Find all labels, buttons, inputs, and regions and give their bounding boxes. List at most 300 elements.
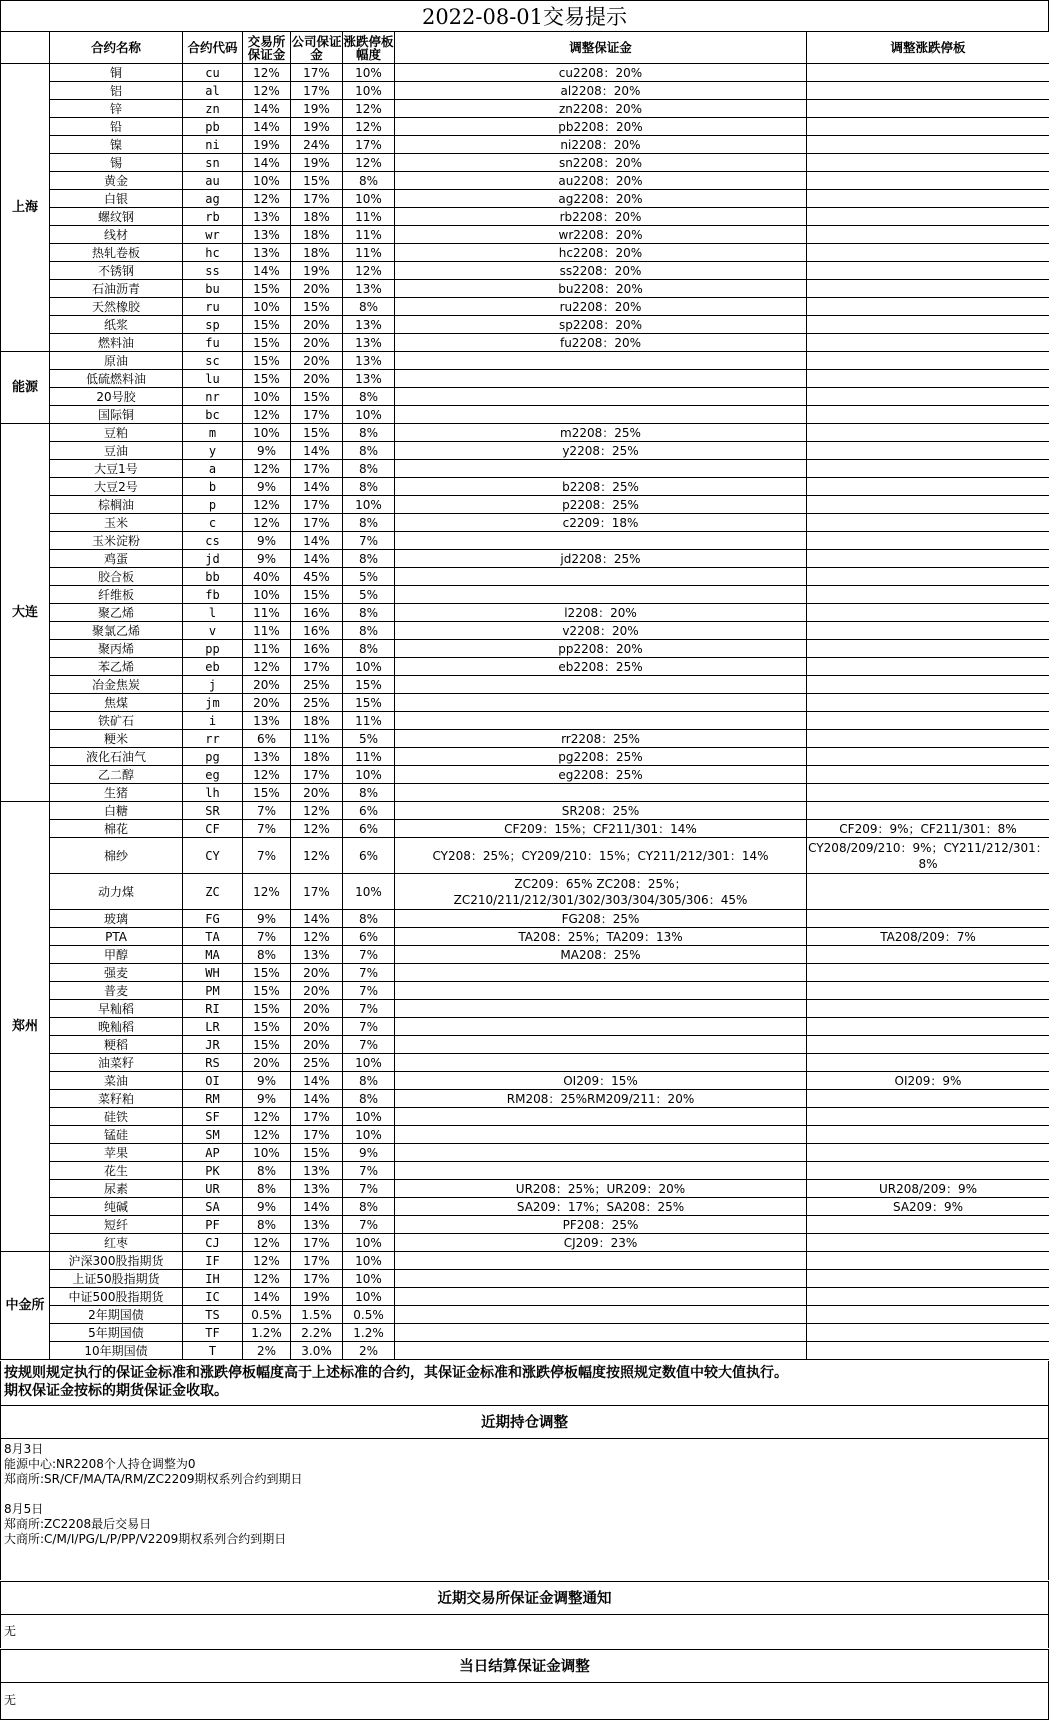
adjusted-limit-cell (807, 118, 1049, 136)
table-row (1, 352, 1049, 370)
adjusted-limit-cell (807, 100, 1049, 118)
exchange-margin-cell: 8% (243, 946, 291, 964)
contract-name-cell: 纤维板 (50, 586, 183, 604)
exchange-margin-cell: 12% (243, 1126, 291, 1144)
contract-name-cell: 白银 (50, 190, 183, 208)
adjusted-margin-cell: c2209：18% (395, 514, 807, 532)
contract-code-cell: bb (183, 568, 243, 586)
position-line: 能源中心:NR2208个人持仓调整为0 (4, 1457, 196, 1471)
adjusted-margin-cell (395, 1252, 807, 1270)
adjusted-limit-cell (807, 910, 1049, 928)
limit-cell: 10% (343, 766, 395, 784)
contract-name-cell: 豆粕 (50, 424, 183, 442)
exchange-margin-cell: 12% (243, 64, 291, 82)
adjusted-margin-cell (395, 676, 807, 694)
exchange-margin-cell: 7% (243, 802, 291, 820)
limit-cell: 7% (343, 1162, 395, 1180)
adjusted-limit-cell (807, 334, 1049, 352)
position-heading: 近期持仓调整 (1, 1405, 1048, 1439)
contract-name-cell: 天然橡胶 (50, 298, 183, 316)
contract-name-cell: 螺纹钢 (50, 208, 183, 226)
company-margin-cell: 14% (291, 550, 343, 568)
contract-code-cell: a (183, 460, 243, 478)
adjusted-limit-cell (807, 208, 1049, 226)
contract-code-cell: hc (183, 244, 243, 262)
company-margin-cell: 17% (291, 1270, 343, 1288)
contract-code-cell: FG (183, 910, 243, 928)
adjusted-limit-cell (807, 1000, 1049, 1018)
adjusted-limit-cell (807, 1018, 1049, 1036)
contract-name-cell: 苯乙烯 (50, 658, 183, 676)
adjusted-margin-cell: rr2208：25% (395, 730, 807, 748)
adjusted-limit-cell (807, 406, 1049, 424)
exchange-margin-cell: 20% (243, 694, 291, 712)
contract-name-cell: 焦煤 (50, 694, 183, 712)
adjusted-margin-cell (395, 694, 807, 712)
exchange-margin-cell: 10% (243, 298, 291, 316)
exchange-margin-cell: 10% (243, 1144, 291, 1162)
exchange-margin-cell: 15% (243, 784, 291, 802)
table-row (1, 676, 1049, 694)
company-margin-cell: 3.0% (291, 1342, 343, 1360)
contract-name-cell: 豆油 (50, 442, 183, 460)
contract-name-cell: 鸡蛋 (50, 550, 183, 568)
table-row (1, 478, 1049, 496)
settle-section (0, 1649, 1049, 1720)
contract-code-cell: WH (183, 964, 243, 982)
exchange-margin-cell: 13% (243, 712, 291, 730)
contract-name-cell: 锰硅 (50, 1126, 183, 1144)
company-margin-cell: 13% (291, 1180, 343, 1198)
adjusted-margin-cell: y2208：25% (395, 442, 807, 460)
contract-code-cell: bc (183, 406, 243, 424)
adjusted-limit-cell (807, 1090, 1049, 1108)
position-lines (1, 1439, 1048, 1580)
limit-cell: 8% (343, 604, 395, 622)
contract-name-cell: 棉花 (50, 820, 183, 838)
table-row (1, 460, 1049, 478)
contract-code-cell: sp (183, 316, 243, 334)
company-margin-cell: 19% (291, 1288, 343, 1306)
contract-code-cell: lu (183, 370, 243, 388)
contract-code-cell: JR (183, 1036, 243, 1054)
contract-code-cell: y (183, 442, 243, 460)
position-line (4, 1487, 1045, 1502)
table-row (1, 1198, 1049, 1216)
limit-cell: 8% (343, 784, 395, 802)
company-margin-cell: 19% (291, 262, 343, 280)
contract-name-cell: 苹果 (50, 1144, 183, 1162)
company-margin-cell: 17% (291, 874, 343, 910)
adjusted-limit-cell (807, 514, 1049, 532)
company-margin-cell: 14% (291, 1198, 343, 1216)
contract-code-cell: SM (183, 1126, 243, 1144)
exchange-margin-cell: 12% (243, 1234, 291, 1252)
table-row (1, 118, 1049, 136)
adjusted-limit-cell (807, 676, 1049, 694)
adjusted-limit-cell (807, 964, 1049, 982)
company-margin-cell: 20% (291, 1018, 343, 1036)
adjusted-limit-cell (807, 730, 1049, 748)
contract-name-cell: 棉纱 (50, 838, 183, 874)
limit-cell: 8% (343, 910, 395, 928)
contract-name-cell: 甲醇 (50, 946, 183, 964)
contract-code-cell: IC (183, 1288, 243, 1306)
company-margin-cell: 15% (291, 172, 343, 190)
limit-cell: 6% (343, 928, 395, 946)
adjusted-margin-cell: FG208：25% (395, 910, 807, 928)
contract-code-cell: cs (183, 532, 243, 550)
adjusted-limit-cell (807, 874, 1049, 910)
limit-cell: 10% (343, 1108, 395, 1126)
adjusted-margin-cell: sn2208：20% (395, 154, 807, 172)
contract-name-cell: 菜籽粕 (50, 1090, 183, 1108)
contract-code-cell: lh (183, 784, 243, 802)
exchange-margin-cell: 12% (243, 658, 291, 676)
adjusted-margin-cell (395, 982, 807, 1000)
exchange-cell: 上海 (1, 64, 50, 352)
company-margin-cell: 14% (291, 1072, 343, 1090)
contract-name-cell: 尿素 (50, 1180, 183, 1198)
contract-name-cell: 玉米淀粉 (50, 532, 183, 550)
adjusted-limit-cell (807, 262, 1049, 280)
contract-code-cell: eg (183, 766, 243, 784)
company-margin-cell: 20% (291, 1000, 343, 1018)
contract-code-cell: RI (183, 1000, 243, 1018)
adjusted-limit-cell (807, 532, 1049, 550)
limit-cell: 9% (343, 1144, 395, 1162)
contract-code-cell: eb (183, 658, 243, 676)
table-row (1, 424, 1049, 442)
limit-cell: 10% (343, 406, 395, 424)
exchange-margin-cell: 9% (243, 550, 291, 568)
exchange-margin-cell: 12% (243, 874, 291, 910)
notice-section (0, 1581, 1049, 1648)
adjusted-limit-cell (807, 1108, 1049, 1126)
limit-cell: 10% (343, 1270, 395, 1288)
contract-name-cell: 早籼稻 (50, 1000, 183, 1018)
adjusted-margin-cell (395, 964, 807, 982)
limit-cell: 11% (343, 244, 395, 262)
limit-cell: 15% (343, 676, 395, 694)
contract-code-cell: ru (183, 298, 243, 316)
contract-code-cell: ZC (183, 874, 243, 910)
company-margin-cell: 12% (291, 928, 343, 946)
limit-cell: 10% (343, 1126, 395, 1144)
company-margin-cell: 17% (291, 190, 343, 208)
contract-code-cell: ni (183, 136, 243, 154)
contract-code-cell: i (183, 712, 243, 730)
company-margin-cell: 17% (291, 658, 343, 676)
adjusted-margin-cell: CY208：25%；CY209/210：15%；CY211/212/301：14% (395, 838, 807, 874)
table-row (1, 1072, 1049, 1090)
exchange-margin-cell: 7% (243, 928, 291, 946)
adjusted-margin-cell: zn2208：20% (395, 100, 807, 118)
adjusted-limit-cell (807, 1288, 1049, 1306)
exchange-margin-cell: 10% (243, 388, 291, 406)
company-margin-cell: 20% (291, 964, 343, 982)
company-margin-cell: 18% (291, 208, 343, 226)
adjusted-margin-cell: bu2208：20% (395, 280, 807, 298)
company-margin-cell: 20% (291, 334, 343, 352)
table-row (1, 820, 1049, 838)
contract-code-cell: al (183, 82, 243, 100)
adjusted-limit-cell (807, 64, 1049, 82)
company-margin-cell: 13% (291, 1162, 343, 1180)
table-row (1, 262, 1049, 280)
exchange-margin-cell: 20% (243, 1054, 291, 1072)
contract-name-cell: 晚籼稻 (50, 1018, 183, 1036)
table-row (1, 298, 1049, 316)
position-line: 8月5日 (4, 1502, 44, 1516)
adjusted-margin-cell: pb2208：20% (395, 118, 807, 136)
table-row (1, 910, 1049, 928)
contract-code-cell: PM (183, 982, 243, 1000)
table-row (1, 1306, 1049, 1324)
table-row (1, 712, 1049, 730)
contract-code-cell: zn (183, 100, 243, 118)
contract-code-cell: MA (183, 946, 243, 964)
adjusted-margin-cell (395, 1018, 807, 1036)
company-margin-cell: 19% (291, 154, 343, 172)
exchange-margin-cell: 0.5% (243, 1306, 291, 1324)
contract-code-cell: IF (183, 1252, 243, 1270)
contract-name-cell: 硅铁 (50, 1108, 183, 1126)
contract-name-cell: 不锈钢 (50, 262, 183, 280)
adjusted-margin-cell: OI209：15% (395, 1072, 807, 1090)
contract-code-cell: ss (183, 262, 243, 280)
adjusted-margin-cell (395, 1126, 807, 1144)
contract-code-cell: OI (183, 1072, 243, 1090)
limit-cell: 2% (343, 1342, 395, 1360)
adjusted-margin-cell: ni2208：20% (395, 136, 807, 154)
contract-code-cell: wr (183, 226, 243, 244)
exchange-margin-cell: 10% (243, 586, 291, 604)
table-row (1, 280, 1049, 298)
table-row (1, 802, 1049, 820)
company-margin-cell: 20% (291, 316, 343, 334)
table-row (1, 334, 1049, 352)
adjusted-limit-cell (807, 1270, 1049, 1288)
contract-code-cell: UR (183, 1180, 243, 1198)
limit-cell: 6% (343, 820, 395, 838)
notice-heading: 近期交易所保证金调整通知 (1, 1581, 1048, 1615)
exchange-margin-cell: 9% (243, 532, 291, 550)
contract-name-cell: 铅 (50, 118, 183, 136)
contract-code-cell: fu (183, 334, 243, 352)
position-line: 郑商所:ZC2208最后交易日 (4, 1517, 152, 1531)
limit-cell: 13% (343, 316, 395, 334)
contract-code-cell: AP (183, 1144, 243, 1162)
company-margin-cell: 18% (291, 712, 343, 730)
contract-name-cell: 花生 (50, 1162, 183, 1180)
adjusted-margin-cell: TA208：25%；TA209：13% (395, 928, 807, 946)
adjusted-limit-cell (807, 550, 1049, 568)
adjusted-margin-cell: eb2208：25% (395, 658, 807, 676)
limit-cell: 8% (343, 1090, 395, 1108)
company-margin-cell: 14% (291, 910, 343, 928)
table-row (1, 640, 1049, 658)
table-row (1, 1054, 1049, 1072)
company-margin-cell: 17% (291, 1252, 343, 1270)
table-row (1, 370, 1049, 388)
adjusted-limit-cell (807, 388, 1049, 406)
table-row (1, 658, 1049, 676)
contract-code-cell: l (183, 604, 243, 622)
exchange-margin-cell: 11% (243, 640, 291, 658)
exchange-margin-cell: 7% (243, 838, 291, 874)
adjusted-limit-cell (807, 496, 1049, 514)
contract-code-cell: pg (183, 748, 243, 766)
exchange-margin-cell: 9% (243, 442, 291, 460)
adjusted-limit-cell: UR208/209：9% (807, 1180, 1049, 1198)
contract-name-cell: 普麦 (50, 982, 183, 1000)
table-row (1, 766, 1049, 784)
limit-cell: 6% (343, 802, 395, 820)
header-exchange-margin: 交易所保证金 (243, 32, 291, 64)
contract-name-cell: 铜 (50, 64, 183, 82)
adjusted-margin-cell: ZC209：65% ZC208：25%；ZC210/211/212/301/302/303/304/305/306：45% (395, 874, 807, 910)
company-margin-cell: 17% (291, 1126, 343, 1144)
exchange-margin-cell: 15% (243, 352, 291, 370)
contract-name-cell: 沪深300股指期货 (50, 1252, 183, 1270)
exchange-margin-cell: 15% (243, 982, 291, 1000)
adjusted-margin-cell: RM208：25%RM209/211：20% (395, 1090, 807, 1108)
contract-name-cell: 石油沥青 (50, 280, 183, 298)
table-row (1, 1342, 1049, 1360)
exchange-margin-cell: 12% (243, 1270, 291, 1288)
table-row (1, 406, 1049, 424)
company-margin-cell: 14% (291, 442, 343, 460)
limit-cell: 11% (343, 748, 395, 766)
contract-name-cell: 原油 (50, 352, 183, 370)
adjusted-limit-cell: OI209：9% (807, 1072, 1049, 1090)
company-margin-cell: 14% (291, 478, 343, 496)
exchange-margin-cell: 9% (243, 1090, 291, 1108)
table-row (1, 1108, 1049, 1126)
adjusted-limit-cell: TA208/209：7% (807, 928, 1049, 946)
table-row (1, 208, 1049, 226)
company-margin-cell: 17% (291, 496, 343, 514)
table-row (1, 694, 1049, 712)
limit-cell: 10% (343, 874, 395, 910)
contract-name-cell: 10年期国债 (50, 1342, 183, 1360)
table-row (1, 316, 1049, 334)
company-margin-cell: 15% (291, 298, 343, 316)
exchange-margin-cell: 13% (243, 244, 291, 262)
limit-cell: 13% (343, 370, 395, 388)
adjusted-margin-cell (395, 568, 807, 586)
contract-name-cell: PTA (50, 928, 183, 946)
contract-name-cell: 锡 (50, 154, 183, 172)
exchange-margin-cell: 13% (243, 226, 291, 244)
adjusted-margin-cell: cu2208：20% (395, 64, 807, 82)
company-margin-cell: 25% (291, 694, 343, 712)
limit-cell: 8% (343, 298, 395, 316)
contract-code-cell: sc (183, 352, 243, 370)
exchange-margin-cell: 40% (243, 568, 291, 586)
limit-cell: 11% (343, 712, 395, 730)
contract-name-cell: 白糖 (50, 802, 183, 820)
header-contract-name: 合约名称 (50, 32, 183, 64)
adjusted-limit-cell (807, 802, 1049, 820)
limit-cell: 8% (343, 622, 395, 640)
adjusted-limit-cell (807, 190, 1049, 208)
company-margin-cell: 17% (291, 514, 343, 532)
contract-name-cell: 红枣 (50, 1234, 183, 1252)
adjusted-margin-cell (395, 1306, 807, 1324)
exchange-margin-cell: 1.2% (243, 1324, 291, 1342)
contract-name-cell: 动力煤 (50, 874, 183, 910)
adjusted-limit-cell (807, 784, 1049, 802)
table-row (1, 604, 1049, 622)
table-row (1, 190, 1049, 208)
company-margin-cell: 20% (291, 352, 343, 370)
contract-name-cell: 胶合板 (50, 568, 183, 586)
limit-cell: 7% (343, 964, 395, 982)
adjusted-limit-cell (807, 424, 1049, 442)
exchange-margin-cell: 15% (243, 964, 291, 982)
adjusted-margin-cell: b2208：25% (395, 478, 807, 496)
table-row (1, 982, 1049, 1000)
contract-name-cell: 聚氯乙烯 (50, 622, 183, 640)
company-margin-cell: 19% (291, 118, 343, 136)
contract-code-cell: pp (183, 640, 243, 658)
adjusted-margin-cell (395, 1270, 807, 1288)
adjusted-margin-cell: pp2208：20% (395, 640, 807, 658)
adjusted-margin-cell: m2208：25% (395, 424, 807, 442)
contract-name-cell: 粳米 (50, 730, 183, 748)
table-row (1, 874, 1049, 910)
adjusted-margin-cell (395, 532, 807, 550)
company-margin-cell: 20% (291, 370, 343, 388)
contract-name-cell: 强麦 (50, 964, 183, 982)
table-row (1, 1270, 1049, 1288)
exchange-margin-cell: 14% (243, 154, 291, 172)
adjusted-limit-cell (807, 640, 1049, 658)
table-row (1, 226, 1049, 244)
table-row (1, 1018, 1049, 1036)
adjusted-limit-cell (807, 694, 1049, 712)
contract-name-cell: 菜油 (50, 1072, 183, 1090)
company-margin-cell: 17% (291, 406, 343, 424)
adjusted-limit-cell (807, 478, 1049, 496)
contract-name-cell: 中证500股指期货 (50, 1288, 183, 1306)
company-margin-cell: 15% (291, 586, 343, 604)
table-row (1, 172, 1049, 190)
exchange-margin-cell: 15% (243, 370, 291, 388)
contract-code-cell: PF (183, 1216, 243, 1234)
company-margin-cell: 14% (291, 532, 343, 550)
adjusted-limit-cell: SA209：9% (807, 1198, 1049, 1216)
contract-name-cell: 上证50股指期货 (50, 1270, 183, 1288)
limit-cell: 10% (343, 658, 395, 676)
table-row (1, 64, 1049, 82)
company-margin-cell: 20% (291, 982, 343, 1000)
company-margin-cell: 17% (291, 64, 343, 82)
adjusted-margin-cell (395, 1000, 807, 1018)
limit-cell: 7% (343, 982, 395, 1000)
limit-cell: 12% (343, 262, 395, 280)
adjusted-limit-cell (807, 136, 1049, 154)
adjusted-margin-cell: al2208：20% (395, 82, 807, 100)
contract-code-cell: RS (183, 1054, 243, 1072)
table-row (1, 496, 1049, 514)
adjusted-limit-cell (807, 460, 1049, 478)
table-row (1, 928, 1049, 946)
table-row (1, 154, 1049, 172)
exchange-margin-cell: 15% (243, 280, 291, 298)
